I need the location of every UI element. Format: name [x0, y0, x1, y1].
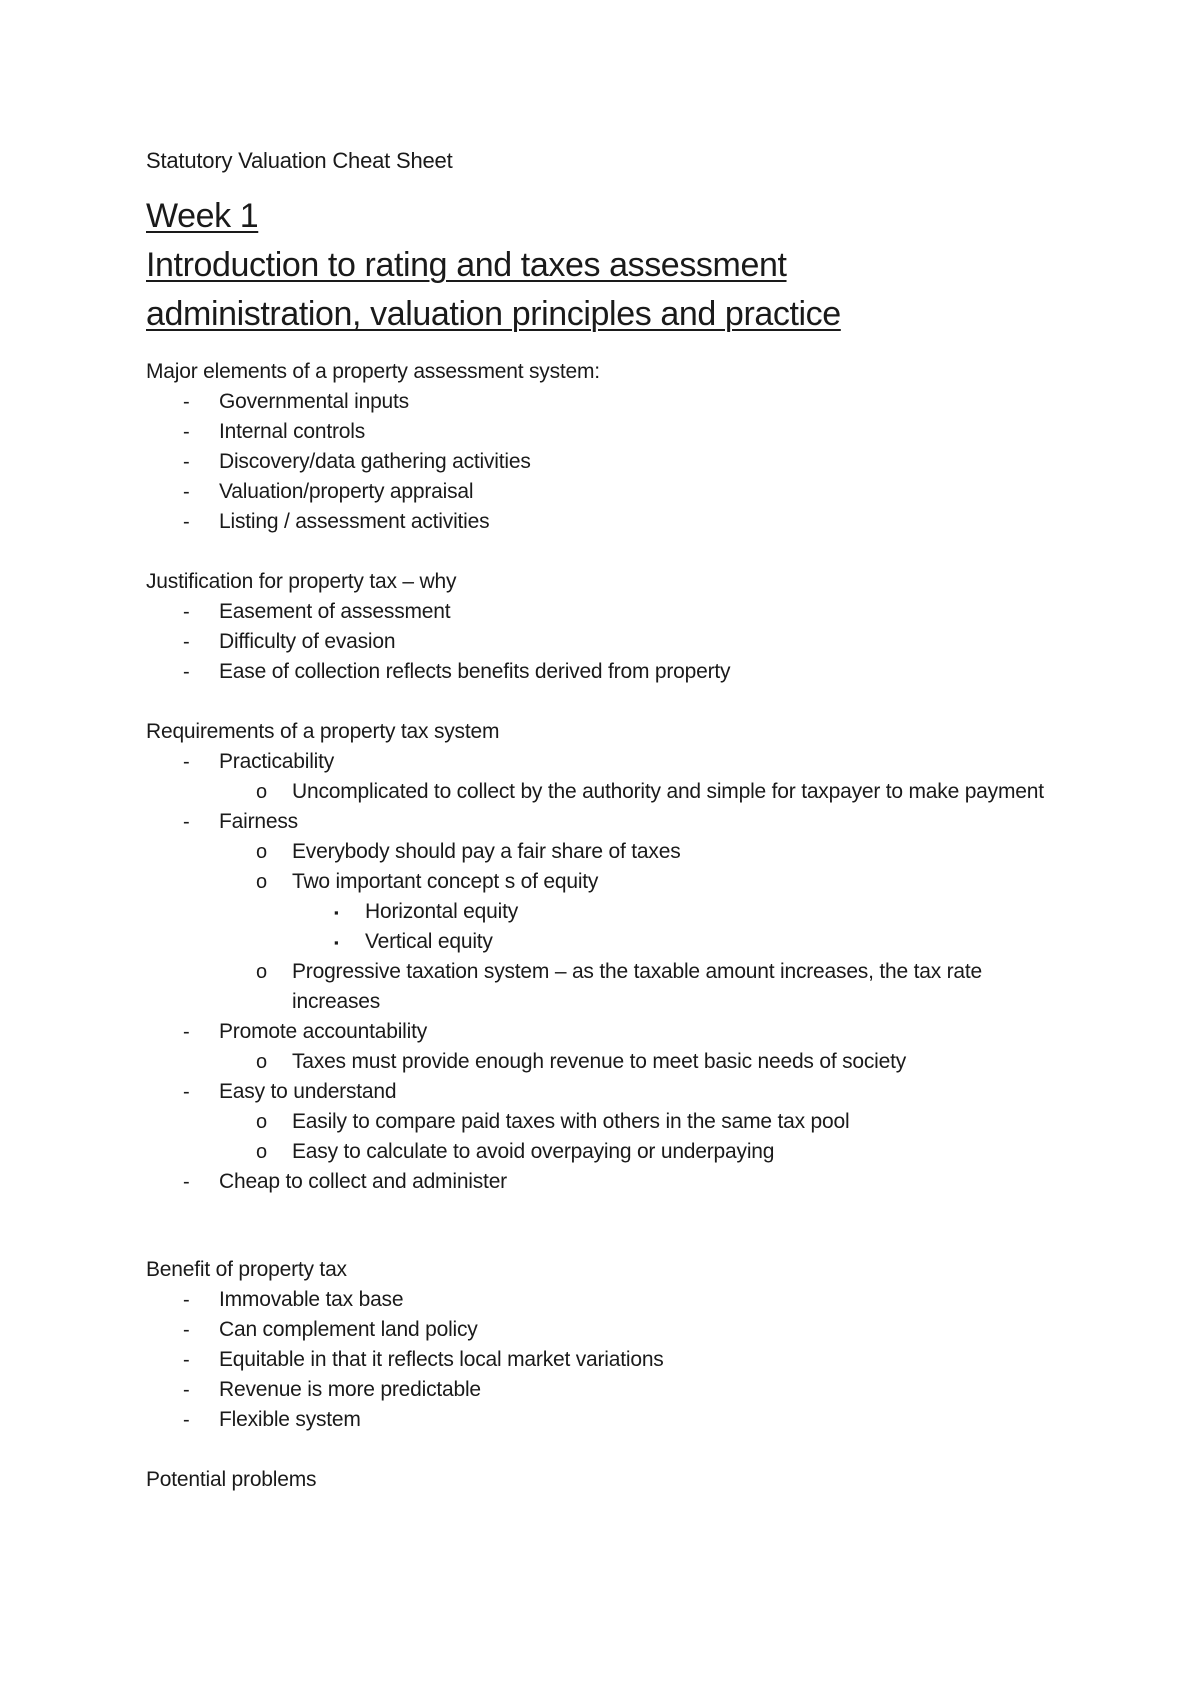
- list-item: [146, 1167, 1066, 1197]
- sub-list-item: [219, 867, 1066, 957]
- bullet-list: [146, 1285, 1066, 1435]
- circle-bullet: o: [256, 961, 267, 983]
- section-problems: [146, 1465, 1066, 1495]
- sub-list: [219, 837, 1066, 1017]
- list-item-text: Valuation/property appraisal: [219, 480, 474, 503]
- list-item-text: Fairness: [219, 810, 298, 833]
- circle-bullet: o: [256, 1051, 267, 1073]
- list-item-text: Discovery/data gathering activities: [219, 450, 531, 473]
- sub-list-item-text: Everybody should pay a fair share of taxes: [292, 840, 681, 863]
- section-benefit: [146, 1255, 1066, 1435]
- bullet-list: [146, 747, 1066, 1197]
- list-item-text: Easy to understand: [219, 1080, 397, 1103]
- bullet-list: [146, 387, 1066, 537]
- heading-line-intro: Introduction to rating and taxes assessment: [146, 246, 787, 284]
- sub-list-item: [219, 1047, 1066, 1077]
- list-item-text: Governmental inputs: [219, 390, 409, 413]
- sub-list-item: [219, 837, 1066, 867]
- sub-list: [219, 777, 1066, 807]
- list-item: [146, 747, 1066, 807]
- section-requirements: [146, 717, 1066, 1197]
- list-item-text: Listing / assessment activities: [219, 510, 490, 533]
- sub-sub-list-item-text: Vertical equity: [365, 930, 493, 953]
- sub-list: [219, 1107, 1066, 1167]
- dash-bullet: -: [183, 1379, 190, 1401]
- square-bullet: ▪: [334, 905, 339, 920]
- list-item: [146, 507, 1066, 537]
- list-item: [146, 1405, 1066, 1435]
- document-content: [146, 144, 1066, 1495]
- heading-line-week: Week 1: [146, 197, 259, 235]
- list-item: [146, 387, 1066, 417]
- list-item-text: Easement of assessment: [219, 600, 451, 623]
- sub-list-item-text: Taxes must provide enough revenue to meet basic needs of society: [292, 1050, 907, 1073]
- dash-bullet: -: [183, 1319, 190, 1341]
- list-item: [146, 1375, 1066, 1405]
- circle-bullet: o: [256, 841, 267, 863]
- list-item-text: Ease of collection reflects benefits derived from property: [219, 660, 731, 683]
- circle-bullet: o: [256, 1111, 267, 1133]
- list-item-text: Practicability: [219, 750, 335, 773]
- list-item-text: Equitable in that it reflects local market variations: [219, 1348, 664, 1371]
- list-item: [146, 627, 1066, 657]
- list-item-text: Promote accountability: [219, 1020, 428, 1043]
- dash-bullet: -: [183, 751, 190, 773]
- dash-bullet: -: [183, 421, 190, 443]
- sub-list-item-text: Uncomplicated to collect by the authority and simple for taxpayer to make payment: [292, 780, 1044, 803]
- sub-sub-list: [292, 897, 1066, 957]
- list-item: [146, 597, 1066, 627]
- sub-list-item: [219, 957, 1066, 1017]
- sub-sub-list-item: [292, 897, 1066, 927]
- circle-bullet: o: [256, 1141, 267, 1163]
- list-item-text: Revenue is more predictable: [219, 1378, 481, 1401]
- section-title: Benefit of property tax: [146, 1258, 347, 1281]
- list-item: [146, 1345, 1066, 1375]
- sub-list-item-text: Easy to calculate to avoid overpaying or underpaying: [292, 1140, 775, 1163]
- dash-bullet: -: [183, 1021, 190, 1043]
- list-item-text: Immovable tax base: [219, 1288, 404, 1311]
- dash-bullet: -: [183, 391, 190, 413]
- document-title: Statutory Valuation Cheat Sheet: [146, 148, 453, 173]
- sub-list-item: [219, 1107, 1066, 1137]
- dash-bullet: -: [183, 811, 190, 833]
- list-item: [146, 477, 1066, 507]
- list-item-text: Flexible system: [219, 1408, 361, 1431]
- list-item-text: Can complement land policy: [219, 1318, 478, 1341]
- dash-bullet: -: [183, 1349, 190, 1371]
- sub-list-item-text: Progressive taxation system – as the taxable amount increases, the tax rate increases: [292, 960, 983, 1013]
- section-major-elements: [146, 357, 1066, 537]
- section-title: Justification for property tax – why: [146, 570, 457, 593]
- dash-bullet: -: [183, 481, 190, 503]
- list-item-text: Difficulty of evasion: [219, 630, 396, 653]
- sub-list-item-text: Two important concept s of equity: [292, 870, 599, 893]
- sub-list: [219, 1047, 1066, 1077]
- list-item: [146, 1077, 1066, 1167]
- dash-bullet: -: [183, 631, 190, 653]
- list-item: [146, 807, 1066, 1017]
- list-item-text: Internal controls: [219, 420, 366, 443]
- section-title: Major elements of a property assessment system:: [146, 360, 600, 383]
- dash-bullet: -: [183, 1171, 190, 1193]
- list-item: [146, 1017, 1066, 1077]
- list-item: [146, 1285, 1066, 1315]
- dash-bullet: -: [183, 1289, 190, 1311]
- dash-bullet: -: [183, 1409, 190, 1431]
- sub-list-item: [219, 777, 1066, 807]
- sub-sub-list-item-text: Horizontal equity: [365, 900, 519, 923]
- list-item: [146, 657, 1066, 687]
- list-item: [146, 1315, 1066, 1345]
- circle-bullet: o: [256, 781, 267, 803]
- week-heading: [146, 192, 1066, 339]
- sub-list-item: [219, 1137, 1066, 1167]
- list-item-text: Cheap to collect and administer: [219, 1170, 507, 1193]
- circle-bullet: o: [256, 871, 267, 893]
- dash-bullet: -: [183, 601, 190, 623]
- heading-line-admin: administration, valuation principles and practice: [146, 295, 841, 333]
- list-item: [146, 447, 1066, 477]
- bullet-list: [146, 597, 1066, 687]
- section-title: Requirements of a property tax system: [146, 720, 500, 743]
- dash-bullet: -: [183, 1081, 190, 1103]
- dash-bullet: -: [183, 451, 190, 473]
- section-justification: [146, 567, 1066, 687]
- section-title: Potential problems: [146, 1468, 317, 1491]
- sub-list-item-text: Easily to compare paid taxes with others in the same tax pool: [292, 1110, 850, 1133]
- list-item: [146, 417, 1066, 447]
- dash-bullet: -: [183, 511, 190, 533]
- sub-sub-list-item: [292, 927, 1066, 957]
- square-bullet: ▪: [334, 935, 339, 950]
- dash-bullet: -: [183, 661, 190, 683]
